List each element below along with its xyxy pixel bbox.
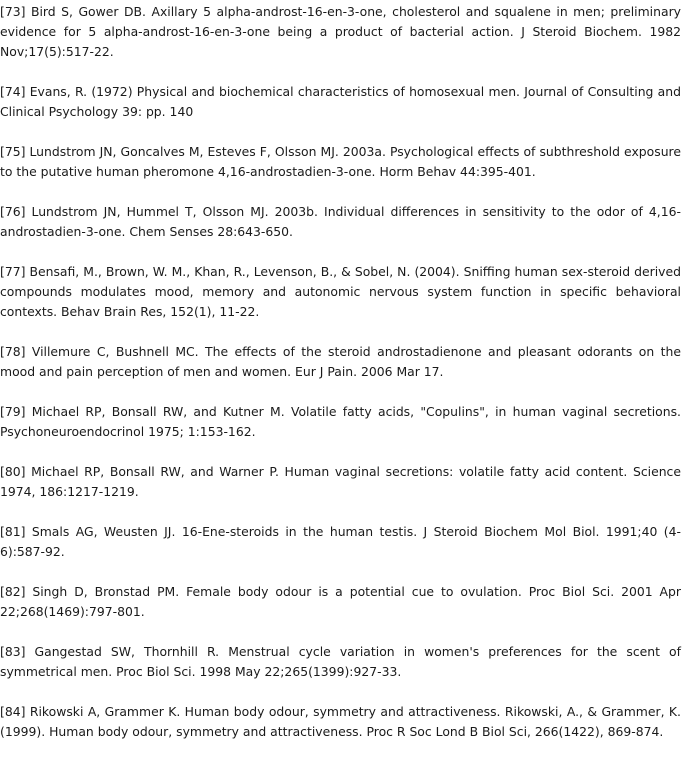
reference-82: [82] Singh D, Bronstad PM. Female body odour is a potential cue to ovulation. Proc Biol Sci. 2001 Apr 22;268(1469):797-801. [0, 584, 681, 619]
reference-77: [77] Bensafi, M., Brown, W. M., Khan, R., Levenson, B., & Sobel, N. (2004). Sniffing human sex-steroid derived compounds modulates mood, memory and autonomic nervous system function in specific behavioral contexts. Behav Brain Res, 152(1), 11-22. [0, 264, 681, 319]
reference-79: [79] Michael RP, Bonsall RW, and Kutner M. Volatile fatty acids, "Copulins", in human vaginal secretions. Psychoneuroendocrinol 1975; 1:153-162. [0, 404, 681, 439]
reference-80: [80] Michael RP, Bonsall RW, and Warner P. Human vaginal secretions: volatile fatty acid content. Science 1974, 186:1217-1219. [0, 464, 681, 499]
reference-74: [74] Evans, R. (1972) Physical and biochemical characteristics of homosexual men. Journal of Consulting and Clinical Psychology 39: pp. 140 [0, 84, 681, 119]
reference-75: [75] Lundstrom JN, Goncalves M, Esteves F, Olsson MJ. 2003a. Psychological effects of subthreshold exposure to the putative human pheromone 4,16-androstadien-3-one. Horm Behav 44:395-401. [0, 144, 681, 179]
reference-78: [78] Villemure C, Bushnell MC. The effects of the steroid androstadienone and pleasant odorants on the mood and pain perception of men and women. Eur J Pain. 2006 Mar 17. [0, 344, 681, 379]
reference-83: [83] Gangestad SW, Thornhill R. Menstrual cycle variation in women's preferences for the scent of symmetrical men. Proc Biol Sci. 1998 May 22;265(1399):927-33. [0, 644, 681, 679]
reference-list [0, 2, 681, 742]
reference-81: [81] Smals AG, Weusten JJ. 16-Ene-steroids in the human testis. J Steroid Biochem Mol Biol. 1991;40 (4-6):587-92. [0, 524, 681, 559]
reference-76: [76] Lundstrom JN, Hummel T, Olsson MJ. 2003b. Individual differences in sensitivity to the odor of 4,16-androstadien-3-one. Chem Senses 28:643-650. [0, 204, 681, 239]
reference-84: [84] Rikowski A, Grammer K. Human body odour, symmetry and attractiveness. Rikowski, A., & Grammer, K. (1999). Human body odour, symmetry and attractiveness. Proc R Soc Lond B Biol Sci, 266(1422), 869-874. [0, 704, 681, 739]
reference-73: [73] Bird S, Gower DB. Axillary 5 alpha-androst-16-en-3-one, cholesterol and squalene in men; preliminary evidence for 5 alpha-androst-16-en-3-one being a product of bacterial action. J Steroid Biochem. 1982 Nov;17(5):517-22. [0, 4, 681, 59]
